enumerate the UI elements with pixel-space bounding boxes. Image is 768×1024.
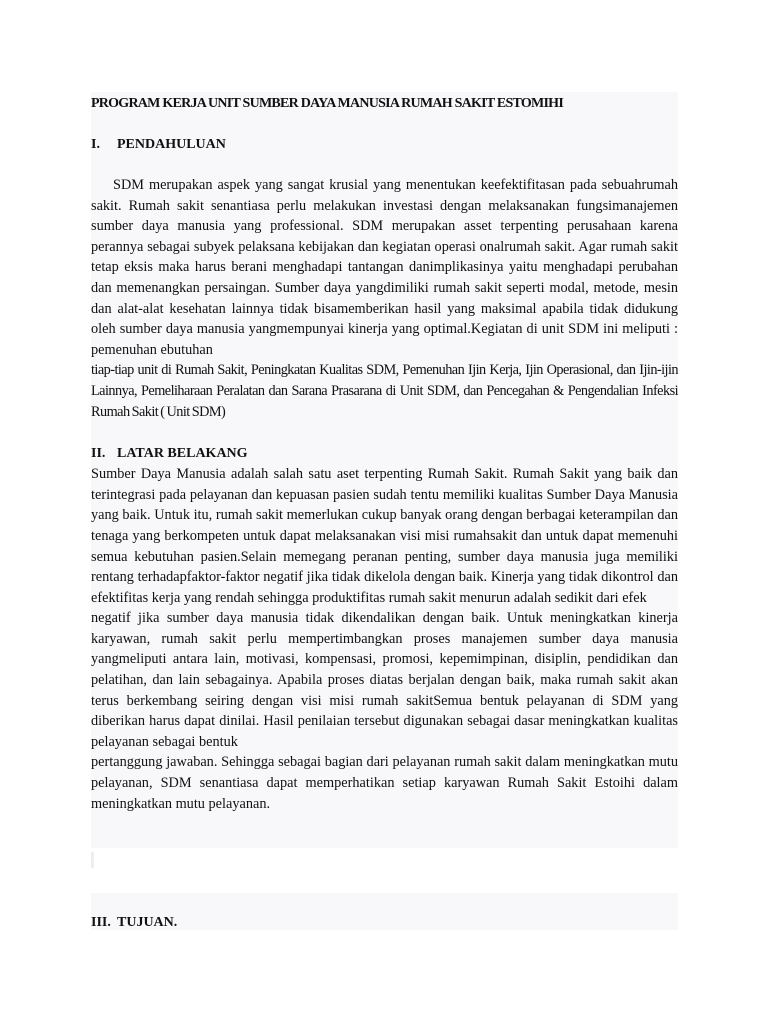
latar-belakang-paragraph: Sumber Daya Manusia adalah salah satu aset terpenting Rumah Sakit. Rumah Sakit yang baik dan terintegrasi pada pelayanan dan kepuasan pasien sudah tentu memiliki kualitas Sumber Daya Manusia yang baik. Untuk itu, rumah sakit memerlukan cukup banyak orang dengan berbagai keterampilan dan tenaga yang berkompeten untuk dapat melaksanakan visi misi rumahsakit dan untuk dapat memenuhi semua kebutuhan pasien.Selain memegang peranan penting, sumber daya manusia juga memiliki rentang terhadapfaktor-faktor negatif jika tidak dikelola dengan baik. Kinerja yang tidak dikontrol dan efektifitas kerja yang rendah sehingga produktifitas rumah sakit menurun adalah sedikit dari efek xyxy=(91,466,678,606)
section-title: LATAR BELAKANG xyxy=(117,446,248,462)
page-fragment xyxy=(91,852,94,868)
section-heading-latar-belakang xyxy=(91,444,678,464)
page-region-lower xyxy=(91,893,678,930)
section-number: III. xyxy=(91,915,111,930)
pendahuluan-paragraph-activities: tiap-tiap unit di Rumah Sakit, Peningkatan Kualitas SDM, Pemenuhan Ijin Kerja, Ijin Operasional, dan Ijin-ijin Lainnya, Pemeliharaan Peralatan dan Sarana Prasarana di Unit SDM, dan Pencegahan & Pengendalian Infeksi Rumah Sakit ( Unit SDM) xyxy=(91,362,678,420)
pendahuluan-paragraph: SDM merupakan aspek yang sangat krusial yang menentukan keefektifitasan pada sebuahrumah sakit. Rumah sakit senantiasa perlu melakukan investasi dengan melaksanakan fungsimanajemen sumber daya manusia yang professional. SDM merupakan asset terpenting perusahaan karena perannya sebagai subyek pelaksana kebijakan dan kegiatan operasi onalrumah sakit. Agar rumah sakit tetap eksis maka harus berani menghadapi tantangan danimplikasinya yaitu menghadapi perubahan dan memenangkan persaingan. Sumber daya yangdimiliki rumah sakit seperti modal, metode, mesin dan alat-alat kesehatan lainnya tidak bisamemberikan hasil yang maksimal apabila tidak didukung oleh sumber daya manusia yangmempunyai kinerja yang optimal.Kegiatan di unit SDM ini meliputi : pemenuhan ebutuhan xyxy=(91,177,678,358)
latar-belakang-paragraph-2: negatif jika sumber daya manusia tidak dikendalikan dengan baik. Untuk meningkatkan kinerja karyawan, rumah sakit perlu mempertimbangkan proses manajemen sumber daya manusia yangmeliputi antara lain, motivasi, kompensasi, promosi, kepemimpinan, disiplin, pendidikan dan pelatihan, dan lain sebagainya. Apabila proses diatas berjalan dengan baik, maka rumah sakit akan terus berkembang seiring dengan visi misi rumah sakitSemua bentuk pelayanan di SDM yang diberikan harus dapat dinilai. Hasil penilaian tersebut digunakan sebagai dasar meningkatkan kualitas pelayanan sebagai bentuk xyxy=(91,610,678,750)
document-body xyxy=(91,92,678,814)
section-number: II. xyxy=(91,446,106,462)
document-title: PROGRAM KERJA UNIT SUMBER DAYA MANUSIA RUMAH SAKIT ESTOMIHI xyxy=(91,96,564,111)
section-title: TUJUAN. xyxy=(117,915,178,930)
section-heading-pendahuluan xyxy=(91,135,678,155)
section-number: I. xyxy=(91,137,100,152)
section-title: PENDAHULUAN xyxy=(117,137,226,152)
latar-belakang-paragraph-3: pertanggung jawaban. Sehingga sebagai bagian dari pelayanan rumah sakit dalam meningkatkan mutu pelayanan, SDM senantiasa dapat memperhatikan setiap karyawan Rumah Sakit Estoihi dalam meningkatkan mutu pelayanan. xyxy=(91,754,678,812)
section-heading-tujuan xyxy=(91,913,177,933)
